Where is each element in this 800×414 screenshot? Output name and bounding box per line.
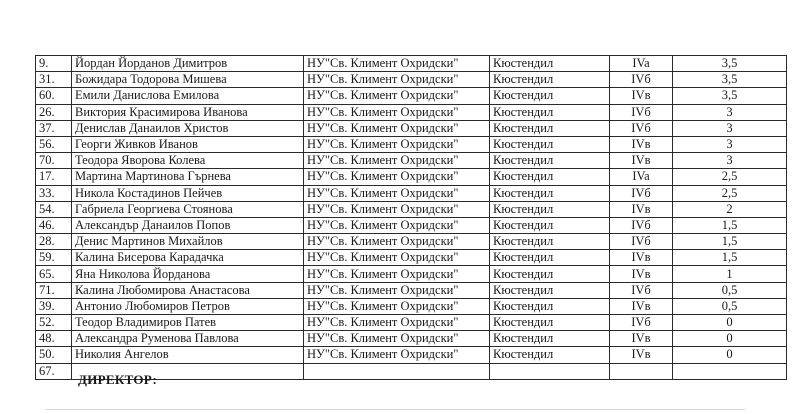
class-name: IVв [610, 201, 673, 217]
row-number: 31. [36, 72, 72, 88]
town-name: Кюстендил [490, 282, 610, 298]
class-name [610, 363, 673, 379]
class-name: IVб [610, 104, 673, 120]
row-number: 17. [36, 169, 72, 185]
town-name: Кюстендил [490, 315, 610, 331]
table-row [36, 185, 787, 201]
score-value [673, 363, 787, 379]
school-name: НУ"Св. Климент Охридски" [304, 120, 490, 136]
town-name: Кюстендил [490, 104, 610, 120]
student-name: Виктория Красимирова Иванова [72, 104, 304, 120]
table-row [36, 120, 787, 136]
table-row [36, 250, 787, 266]
school-name: НУ"Св. Климент Охридски" [304, 185, 490, 201]
school-name: НУ"Св. Климент Охридски" [304, 250, 490, 266]
table-row [36, 234, 787, 250]
town-name: Кюстендил [490, 250, 610, 266]
town-name: Кюстендил [490, 331, 610, 347]
school-name: НУ"Св. Климент Охридски" [304, 201, 490, 217]
school-name: НУ"Св. Климент Охридски" [304, 282, 490, 298]
row-number: 33. [36, 185, 72, 201]
row-number: 59. [36, 250, 72, 266]
table-row [36, 201, 787, 217]
student-name: Теодор Владимиров Патев [72, 315, 304, 331]
row-number: 37. [36, 120, 72, 136]
row-number: 52. [36, 315, 72, 331]
score-value: 3,5 [673, 72, 787, 88]
score-value: 1,5 [673, 234, 787, 250]
row-number: 54. [36, 201, 72, 217]
town-name: Кюстендил [490, 72, 610, 88]
town-name: Кюстендил [490, 347, 610, 363]
school-name: НУ"Св. Климент Охридски" [304, 217, 490, 233]
student-name: Денис Мартинов Михайлов [72, 234, 304, 250]
row-number: 48. [36, 331, 72, 347]
town-name: Кюстендил [490, 185, 610, 201]
table-row [36, 88, 787, 104]
row-number: 60. [36, 88, 72, 104]
school-name: НУ"Св. Климент Охридски" [304, 104, 490, 120]
student-name: Божидара Тодорова Мишева [72, 72, 304, 88]
town-name: Кюстендил [490, 56, 610, 72]
town-name [490, 363, 610, 379]
class-name: IVв [610, 88, 673, 104]
row-number: 28. [36, 234, 72, 250]
scan-artifact-line [45, 409, 745, 410]
table-row [36, 72, 787, 88]
town-name: Кюстендил [490, 88, 610, 104]
table-row [36, 217, 787, 233]
student-name: Габриела Георгиева Стоянова [72, 201, 304, 217]
table-row [36, 315, 787, 331]
school-name: НУ"Св. Климент Охридски" [304, 88, 490, 104]
director-label: ДИРЕКТОР: [78, 372, 158, 387]
student-name: Александра Руменова Павлова [72, 331, 304, 347]
table-row [36, 153, 787, 169]
class-name: IVa [610, 56, 673, 72]
score-value: 0,5 [673, 282, 787, 298]
class-name: IVв [610, 250, 673, 266]
class-name: IVб [610, 315, 673, 331]
table-row [36, 104, 787, 120]
score-value: 3,5 [673, 88, 787, 104]
table-row [36, 266, 787, 282]
row-number: 39. [36, 298, 72, 314]
row-number: 50. [36, 347, 72, 363]
class-name: IVв [610, 331, 673, 347]
score-value: 0 [673, 331, 787, 347]
school-name: НУ"Св. Климент Охридски" [304, 56, 490, 72]
row-number: 70. [36, 153, 72, 169]
school-name: НУ"Св. Климент Охридски" [304, 298, 490, 314]
score-value: 3 [673, 153, 787, 169]
town-name: Кюстендил [490, 169, 610, 185]
score-value: 3 [673, 120, 787, 136]
student-name: Александър Данаилов Попов [72, 217, 304, 233]
table-row [36, 169, 787, 185]
class-name: IVв [610, 153, 673, 169]
score-value: 3,5 [673, 56, 787, 72]
student-name: Николия Ангелов [72, 347, 304, 363]
student-name: Теодора Яворова Колева [72, 153, 304, 169]
score-value: 2,5 [673, 169, 787, 185]
class-name: IVб [610, 72, 673, 88]
row-number: 67. [36, 363, 72, 379]
class-name: IVa [610, 169, 673, 185]
results-table-body [36, 56, 787, 380]
score-value: 3 [673, 136, 787, 152]
student-name: Яна Николова Йорданова [72, 266, 304, 282]
town-name: Кюстендил [490, 153, 610, 169]
row-number: 9. [36, 56, 72, 72]
school-name: НУ"Св. Климент Охридски" [304, 136, 490, 152]
school-name: НУ"Св. Климент Охридски" [304, 266, 490, 282]
student-name: Никола Костадинов Пейчев [72, 185, 304, 201]
table-row [36, 347, 787, 363]
score-value: 0 [673, 347, 787, 363]
student-name: Антонио Любомиров Петров [72, 298, 304, 314]
table-row [36, 136, 787, 152]
student-name: Денислав Данаилов Христов [72, 120, 304, 136]
class-name: IVб [610, 185, 673, 201]
student-name: Калина Бисерова Карадачка [72, 250, 304, 266]
student-name: Калина Любомирова Анастасова [72, 282, 304, 298]
class-name: IVв [610, 298, 673, 314]
row-number: 71. [36, 282, 72, 298]
town-name: Кюстендил [490, 217, 610, 233]
score-value: 2 [673, 201, 787, 217]
score-value: 2,5 [673, 185, 787, 201]
town-name: Кюстендил [490, 120, 610, 136]
town-name: Кюстендил [490, 266, 610, 282]
class-name: IVв [610, 266, 673, 282]
school-name: НУ"Св. Климент Охридски" [304, 153, 490, 169]
student-name: Емили Данислова Емилова [72, 88, 304, 104]
town-name: Кюстендил [490, 298, 610, 314]
class-name: IVб [610, 120, 673, 136]
student-name: Йордан Йорданов Димитров [72, 56, 304, 72]
table-row [36, 298, 787, 314]
table-row [36, 56, 787, 72]
score-value: 1,5 [673, 250, 787, 266]
row-number: 56. [36, 136, 72, 152]
student-name: Мартина Мартинова Гърнева [72, 169, 304, 185]
school-name: НУ"Св. Климент Охридски" [304, 72, 490, 88]
school-name: НУ"Св. Климент Охридски" [304, 347, 490, 363]
table-row [36, 331, 787, 347]
school-name: НУ"Св. Климент Охридски" [304, 331, 490, 347]
results-table [35, 55, 787, 380]
class-name: IVв [610, 347, 673, 363]
school-name: НУ"Св. Климент Охридски" [304, 169, 490, 185]
row-number: 46. [36, 217, 72, 233]
row-number: 65. [36, 266, 72, 282]
class-name: IVб [610, 282, 673, 298]
town-name: Кюстендил [490, 201, 610, 217]
row-number: 26. [36, 104, 72, 120]
score-value: 1 [673, 266, 787, 282]
student-name: Георги Живков Иванов [72, 136, 304, 152]
school-name [304, 363, 490, 379]
school-name: НУ"Св. Климент Охридски" [304, 315, 490, 331]
school-name: НУ"Св. Климент Охридски" [304, 234, 490, 250]
score-value: 0 [673, 315, 787, 331]
class-name: IVб [610, 217, 673, 233]
table-row [36, 282, 787, 298]
score-value: 3 [673, 104, 787, 120]
town-name: Кюстендил [490, 136, 610, 152]
town-name: Кюстендил [490, 234, 610, 250]
score-value: 1,5 [673, 217, 787, 233]
class-name: IVв [610, 136, 673, 152]
class-name: IVб [610, 234, 673, 250]
score-value: 0,5 [673, 298, 787, 314]
